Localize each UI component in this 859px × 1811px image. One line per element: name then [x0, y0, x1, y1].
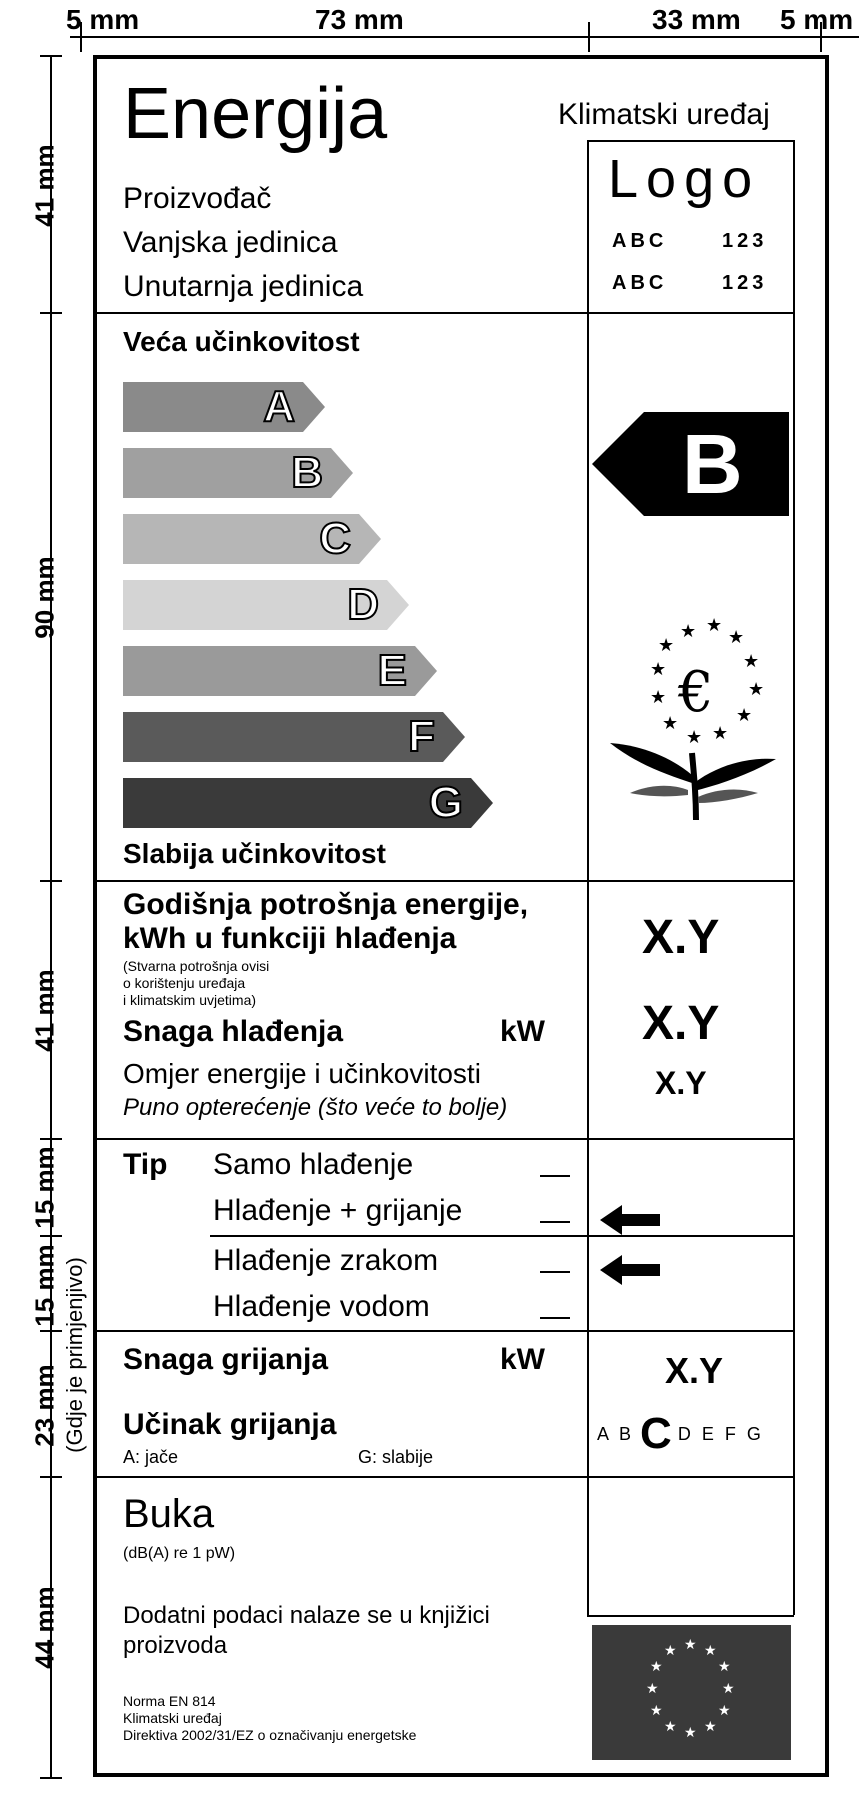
svg-text:★: ★ [706, 615, 723, 636]
model-outdoor-number: 123 [722, 230, 768, 252]
side-note: (Gdje je primjenjivo) [62, 1257, 87, 1453]
noise-label: Buka [123, 1492, 215, 1536]
efficiency-bar-f [123, 712, 465, 762]
heating-performance-label: Učinak grijanja [123, 1408, 337, 1441]
model-indoor-number: 123 [722, 272, 768, 294]
section-divider [97, 1330, 793, 1332]
footer-info-1: Dodatni podaci nalaze se u knjižici [123, 1602, 490, 1629]
svg-text:★: ★ [664, 1719, 677, 1735]
svg-text:★: ★ [722, 1681, 735, 1697]
dim-top-right: 33 mm [652, 4, 741, 35]
dimension-tick [40, 880, 62, 882]
svg-text:★: ★ [743, 651, 760, 672]
consumption-note-1: (Stvarna potrošnja ovisi [123, 958, 270, 974]
svg-text:★: ★ [684, 1637, 697, 1653]
heating-power-label: Snaga grijanja [123, 1343, 329, 1376]
footer-info-2: proizvoda [123, 1632, 228, 1659]
heating-power-unit: kW [500, 1343, 545, 1376]
dimension-tick [40, 1476, 62, 1478]
rating-letter: B [682, 417, 743, 511]
dim-left-1: 41 mm [29, 144, 60, 227]
noise-unit: (dB(A) re 1 pW) [123, 1545, 236, 1562]
model-outdoor-code: ABC [612, 230, 668, 252]
dim-top-far-right: 5 mm [780, 4, 854, 35]
eu-ecolabel-flower-icon [608, 615, 778, 820]
scale-letters-before: A B [597, 1423, 635, 1444]
right-column-bottom [587, 1615, 794, 1617]
svg-text:★: ★ [704, 1719, 717, 1735]
efficiency-bar-g [123, 778, 493, 828]
cooling-power-unit: kW [500, 1015, 545, 1048]
dim-top-middle: 73 mm [315, 4, 404, 35]
svg-text:★: ★ [684, 1725, 697, 1741]
rating-arrow [592, 412, 789, 516]
heating-performance-a: A: jače [123, 1447, 179, 1467]
efficiency-bar-d [123, 580, 409, 630]
consumption-note-3: i klimatskim uvjetima) [123, 992, 257, 1008]
efficiency-bar-letter: C [319, 514, 351, 563]
type-option-cooling-heating: Hlađenje + grijanje [213, 1194, 463, 1227]
section-divider [97, 1138, 793, 1140]
dimension-tick [588, 22, 590, 52]
top-dimension-bar [0, 0, 859, 60]
svg-text:★: ★ [650, 687, 667, 708]
dim-left-3: 41 mm [29, 969, 60, 1052]
scale-selected-letter: C [640, 1409, 672, 1458]
svg-text:★: ★ [680, 621, 697, 642]
right-column-edge [793, 140, 795, 1615]
section-divider [97, 1476, 793, 1478]
model-indoor-code: ABC [612, 272, 668, 294]
footer-device: Klimatski uređaj [123, 1710, 222, 1726]
dim-left-4: 15 mm [29, 1146, 60, 1229]
efficiency-bar-letter: D [347, 580, 379, 629]
manufacturer-label: Proizvođač [123, 182, 272, 215]
arrow-left-icon [600, 1205, 660, 1240]
more-efficient-label: Veća učinkovitost [123, 326, 360, 357]
type-label: Tip [123, 1148, 168, 1181]
eer-value: X.Y [655, 1065, 707, 1101]
consumption-value: X.Y [642, 911, 720, 964]
svg-text:★: ★ [712, 723, 729, 744]
svg-text:★: ★ [728, 627, 745, 648]
type-option-water-cooled: Hlađenje vodom [213, 1290, 430, 1323]
svg-text:★: ★ [686, 727, 703, 748]
outdoor-unit-label: Vanjska jedinica [123, 226, 338, 259]
efficiency-bar-e [123, 646, 437, 696]
efficiency-bar-a [123, 382, 325, 432]
type-option-cooling-only: Samo hlađenje [213, 1148, 414, 1181]
dimension-tick [40, 1777, 62, 1779]
svg-text:★: ★ [718, 1703, 731, 1719]
type-option-air-cooled: Hlađenje zrakom [213, 1244, 439, 1277]
section-divider [97, 312, 793, 314]
scale-letters-after: D E F G [677, 1423, 764, 1444]
dim-left-6: 23 mm [29, 1364, 60, 1447]
heating-performance-g: G: slabije [358, 1447, 434, 1467]
svg-text:★: ★ [704, 1643, 717, 1659]
type-dash [540, 1271, 570, 1273]
section-divider [97, 880, 793, 882]
svg-text:★: ★ [650, 1703, 663, 1719]
eer-subtitle: Puno opterećenje (što veće to bolje) [123, 1094, 508, 1121]
logo-placeholder: Logo [608, 149, 761, 209]
cooling-power-label: Snaga hlađenja [123, 1015, 344, 1048]
dim-top-left: 5 mm [66, 4, 140, 35]
dim-left-7: 44 mm [29, 1586, 60, 1669]
efficiency-bar-letter: E [377, 646, 407, 695]
arrow-left-icon [600, 1255, 660, 1290]
column-divider [587, 140, 589, 1615]
svg-text:★: ★ [650, 1659, 663, 1675]
section-divider [210, 1235, 793, 1237]
efficiency-bar-letter: F [408, 712, 435, 761]
heating-performance-scale [597, 1409, 764, 1458]
dimension-tick [40, 55, 62, 57]
svg-text:★: ★ [664, 1643, 677, 1659]
svg-text:★: ★ [736, 705, 753, 726]
efficiency-bar-b [123, 448, 353, 498]
efficiency-bar-letter: G [428, 778, 463, 827]
dim-left-5: 15 mm [29, 1244, 60, 1327]
svg-text:★: ★ [658, 635, 675, 656]
less-efficient-label: Slabija učinkovitost [123, 838, 386, 869]
heating-power-value: X.Y [665, 1350, 724, 1391]
dim-left-2: 90 mm [29, 556, 60, 639]
type-dash [540, 1175, 570, 1177]
efficiency-bar-letter: A [263, 382, 295, 431]
dimension-line [70, 36, 859, 38]
consumption-title-2: kWh u funkciji hlađenja [123, 922, 457, 955]
eer-label: Omjer energije i učinkovitosti [123, 1058, 481, 1089]
type-dash [540, 1221, 570, 1223]
dimension-tick [40, 312, 62, 314]
type-dash [540, 1317, 570, 1319]
svg-text:★: ★ [650, 659, 667, 680]
svg-text:€: € [678, 660, 714, 725]
consumption-note-2: o korištenju uređaja [123, 975, 246, 991]
eu-flag-icon [592, 1625, 791, 1760]
cooling-power-value: X.Y [642, 997, 720, 1050]
svg-text:★: ★ [718, 1659, 731, 1675]
svg-text:★: ★ [646, 1681, 659, 1697]
footer-norm: Norma EN 814 [123, 1693, 216, 1709]
efficiency-bar-c [123, 514, 381, 564]
label-title: Energija [123, 74, 388, 154]
appliance-type: Klimatski uređaj [558, 98, 770, 131]
efficiency-bar-letter: B [291, 448, 323, 497]
svg-text:★: ★ [662, 713, 679, 734]
footer-directive: Direktiva 2002/31/EZ o označivanju energetske [123, 1727, 417, 1743]
svg-text:★: ★ [748, 679, 765, 700]
indoor-unit-label: Unutarnja jedinica [123, 270, 364, 303]
consumption-title-1: Godišnja potrošnja energije, [123, 888, 529, 921]
logo-box-top [587, 140, 794, 142]
